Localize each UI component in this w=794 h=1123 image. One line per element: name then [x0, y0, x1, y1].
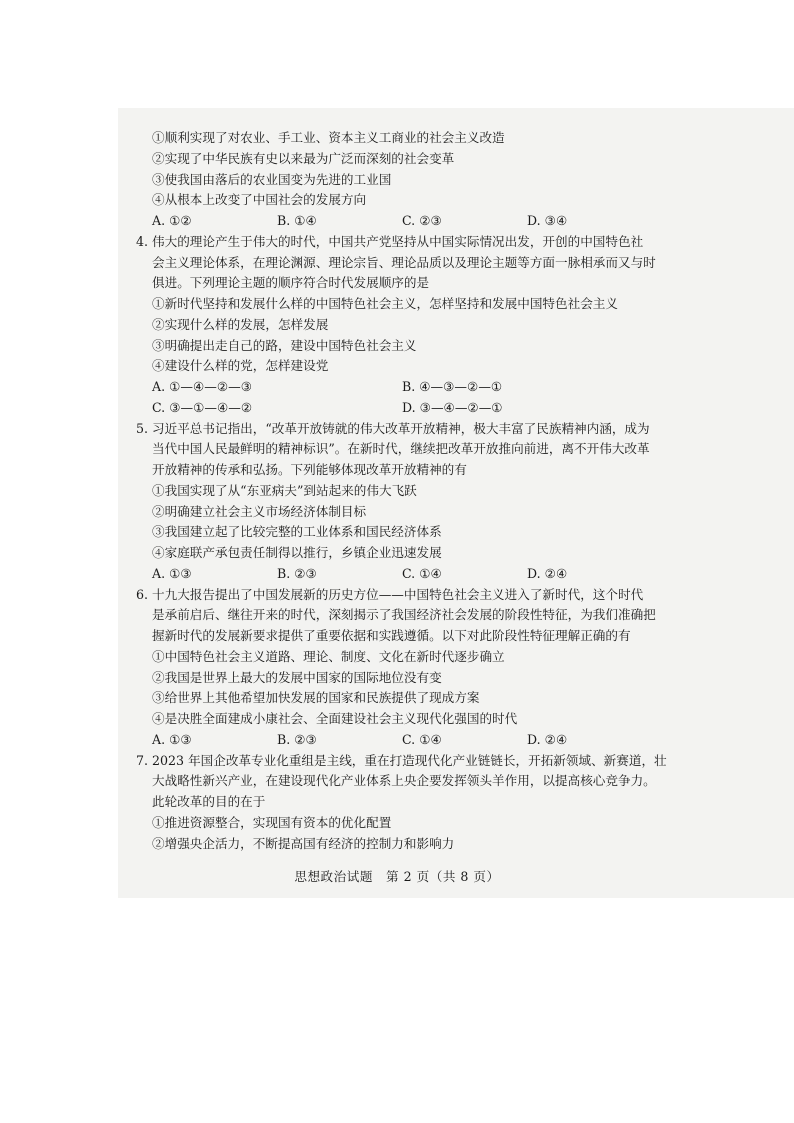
q6-item-4: ④是决胜全面建成小康社会、全面建设社会主义现代化强国的时代 [152, 711, 518, 726]
q4-stem-2: 会主义理论体系，在理论渊源、理论宗旨、理论品质以及理论主题等方面一脉相承而又与时 [152, 254, 656, 270]
q6-option-a: A. ①③ [152, 731, 192, 747]
q5-item-4: ④家庭联产承包责任制得以推行，乡镇企业迅速发展 [152, 545, 442, 560]
q4-stem-3: 俱进。下列理论主题的顺序符合时代发展顺序的是 [152, 275, 430, 291]
q7-item-2: ②增强央企活力，不断提高国有经济的控制力和影响力 [152, 835, 455, 851]
q5-option-d: D. ②④ [527, 565, 568, 581]
q5-option-b: B. ②③ [277, 565, 317, 581]
q3-item-3: ③使我国由落后的农业国变为先进的工业国 [152, 171, 392, 187]
q6-item-3: ③给世界上其他希望加快发展的国家和民族提供了现成方案 [152, 690, 480, 706]
q6-option-c: C. ①④ [402, 731, 442, 747]
q4-item-4: ④建设什么样的党，怎样建设党 [152, 358, 329, 374]
q6-item-1: ①中国特色社会主义道路、理论、制度、文化在新时代逐步确立 [152, 648, 505, 664]
q5-option-c: C. ①④ [402, 565, 442, 581]
q4-options-row-1 [136, 377, 786, 398]
q6-stem-3: 握新时代的发展新要求提供了重要依据和实践遵循。以下对此阶段性特征理解正确的有 [152, 628, 631, 643]
q3-item-1: ①顺利实现了对农业、手工业、资本主义工商业的社会主义改造 [152, 130, 505, 145]
q5-stem-2: 当代中国人民最鲜明的精神标识”。在新时代，继续把改革开放推向前进，离不开伟大改革 [152, 441, 650, 457]
q5-stem-1: 5. 习近平总书记指出，“改革开放铸就的伟大改革开放精神，极大丰富了民族精神内涵，成为 [136, 420, 650, 436]
q4-option-a: A. ①—④—②—③ [152, 379, 253, 394]
exam-content [136, 128, 786, 854]
q3-options [136, 211, 786, 232]
q4-options-row-2 [136, 398, 786, 419]
q7-stem-1: 7. 2023 年国企改革专业化重组是主线，重在打造现代化产业链链长，开拓新领域、新赛道，壮 [136, 752, 667, 768]
q4-option-d: D. ③—④—②—① [402, 399, 503, 415]
q5-stem-3: 开放精神的传承和弘扬。下列能够体现改革开放精神的有 [152, 462, 467, 477]
q6-stem-1: 6. 十九大报告提出了中国发展新的历史方位——中国特色社会主义进入了新时代，这个时代 [136, 586, 644, 602]
q4-option-b: B. ④—③—②—① [402, 379, 503, 394]
q3-option-a: A. ①② [152, 213, 192, 228]
q3-option-b: B. ①④ [277, 213, 317, 228]
q6-stem-2: 是承前启后、继往开来的时代，深刻揭示了我国经济社会发展的阶段性特征，为我们准确把 [152, 607, 656, 623]
q7-item-1: ①推进资源整合，实现国有资本的优化配置 [152, 814, 392, 830]
q6-option-b: B. ②③ [277, 731, 317, 747]
q4-item-3: ③明确提出走自己的路，建设中国特色社会主义 [152, 337, 417, 353]
q7-stem-3: 此轮改革的目的在于 [152, 794, 266, 809]
q6-options [136, 730, 786, 751]
q3-item-4: ④从根本上改变了中国社会的发展方向 [152, 192, 367, 208]
q7-stem-2: 大战略性新兴产业，在建设现代化产业体系上央企要发挥领头羊作用，以提高核心竞争力。 [152, 773, 656, 789]
page-footer: 思想政治试题 第 2 页（共 8 页） [294, 869, 500, 884]
q4-stem-1: 4. 伟大的理论产生于伟大的时代，中国共产党坚持从中国实际情况出发，开创的中国特色社 [136, 233, 644, 249]
q4-option-c: C. ③—①—④—② [152, 399, 253, 415]
q6-option-d: D. ②④ [527, 731, 568, 747]
q5-item-2: ②明确建立社会主义市场经济体制目标 [152, 503, 367, 519]
q3-item-2: ②实现了中华民族有史以来最为广泛而深刻的社会变革 [152, 150, 455, 166]
q4-item-1: ①新时代坚持和发展什么样的中国特色社会主义，怎样坚持和发展中国特色社会主义 [152, 296, 618, 311]
q5-item-3: ③我国建立起了比较完整的工业体系和国民经济体系 [152, 524, 442, 540]
q3-option-c: C. ②③ [402, 213, 442, 228]
q5-option-a: A. ①③ [152, 565, 192, 581]
q3-option-d: D. ③④ [527, 213, 568, 228]
q5-options [136, 564, 786, 585]
q5-item-1: ①我国实现了从“东亚病夫”到站起来的伟大飞跃 [152, 482, 417, 498]
q4-item-2: ②实现什么样的发展，怎样发展 [152, 316, 329, 332]
q6-item-2: ②我国是世界上最大的发展中国家的国际地位没有变 [152, 669, 442, 685]
